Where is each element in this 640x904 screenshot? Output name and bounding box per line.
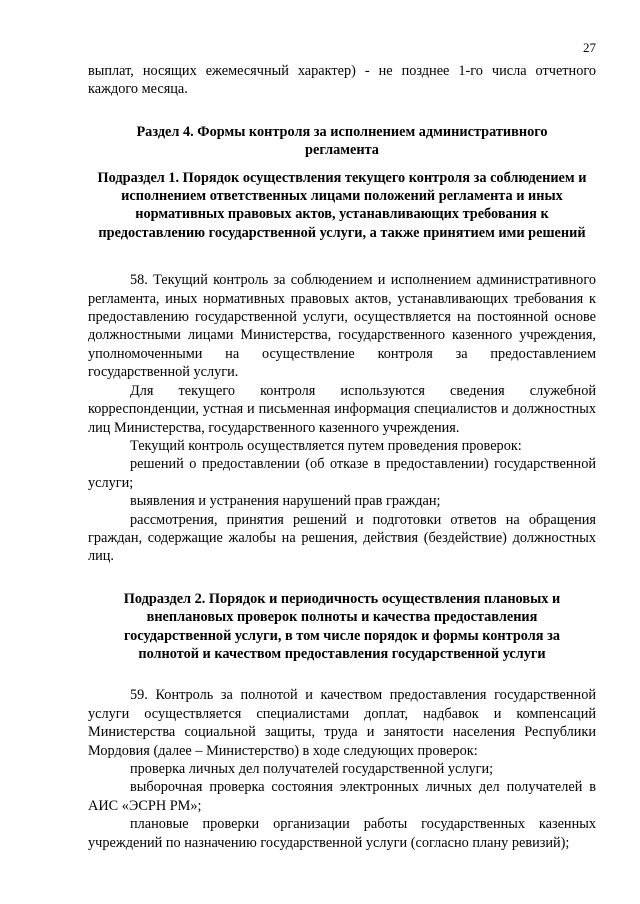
document-body: [88, 62, 596, 852]
list-item: решений о предоставлении (об отказе в предоставлении) государственной услуги;: [88, 456, 596, 491]
intro-paragraph: выплат, носящих ежемесячный характер) - не позднее 1-го числа отчетного каждого месяца.: [88, 63, 596, 98]
list-item: выявления и устранения нарушений прав граждан;: [130, 493, 441, 510]
page-number: 27: [583, 40, 596, 55]
list-item: рассмотрения, принятия решений и подготовки ответов на обращения граждан, содержащие жалобы на решения, действия (бездействие) должностных лиц.: [88, 511, 596, 565]
list-item: выборочная проверка состояния электронных личных дел получателей в АИС «ЭСРН РМ»;: [88, 779, 596, 814]
paragraph: Для текущего контроля используются сведения служебной корреспонденции, устная и письменная информация специалистов и должностных лиц Министерства, государственного казенного учреждения.: [88, 382, 596, 436]
list-item: проверка личных дел получателей государственной услуги;: [130, 761, 494, 777]
paragraph-59: 59. Контроль за полнотой и качеством предоставления государственной услуги осуществляется специалистами доплат, надбавок и компенсаций Министерства социальной защиты, труда и занятости населения Республики Мордовия (далее – Министерство) в ходе следующих проверок:: [88, 687, 596, 759]
paragraph-58: 58. Текущий контроль за соблюдением и исполнением административного регламента, иных нормативных правовых актов, устанавливающих требования к предоставлению государственной услуги, осуществляется на постоянной основе должностными лицами Министерства, государственного казенного учреждения, уполномоченными на осуществление контроля за предоставлением государственной услуги.: [88, 272, 596, 381]
list-item: плановые проверки организации работы государственных казенных учреждений по назначению государственной услуги (согласно плану ревизий);: [88, 816, 596, 851]
paragraph: Текущий контроль осуществляется путем проведения проверок:: [130, 437, 522, 454]
subsection-2-heading: Подраздел 2. Порядок и периодичность осуществления плановых и внеплановых проверок полноты и качества предоставления государственной услуги, в том числе порядок и формы контроля за полнотой и качеством предоставления государственной услуги: [123, 590, 561, 662]
subsection-1-heading: Подраздел 1. Порядок осуществления текущего контроля за соблюдением и исполнением ответственных лицами положений регламента и иных нормативных правовых актов, устанавливающих требования к предоставлению государственной услуги, а также принятием ими решений: [97, 169, 587, 241]
section-4-heading: Раздел 4. Формы контроля за исполнением административного регламента: [136, 123, 548, 159]
